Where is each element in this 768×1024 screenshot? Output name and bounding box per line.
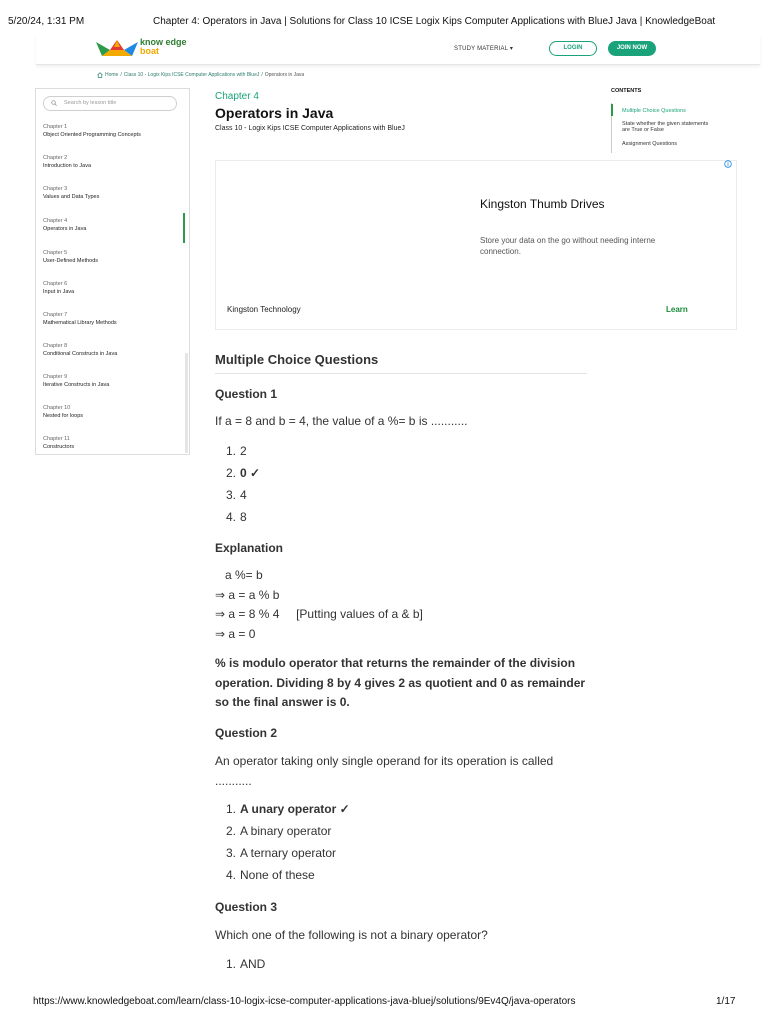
sidebar-item-number: Chapter 9 [43,374,68,380]
question-2-text: An operator taking only single operand for its operation is called ........... [215,754,554,788]
sidebar-item-number: Chapter 4 [43,218,68,224]
site-logo-text[interactable] [140,38,187,56]
explanation-note: % is modulo operator that returns the remainder of the division operation. Dividing 8 by 4 gives 2 as quotient and 0 as remainder so the final answer is 0. [215,656,586,709]
sidebar-item-chapter-3[interactable] [43,185,99,201]
option-number: 1. [226,802,237,816]
breadcrumb [97,72,304,78]
print-doc-title: Chapter 4: Operators in Java | Solutions for Class 10 ICSE Logix Kips Computer Applications with BlueJ Java | KnowledgeBoat [153,16,716,27]
sidebar-item-label: User-Defined Methods [43,258,99,264]
join-now-button[interactable]: JOIN NOW [608,41,656,56]
sidebar-item-chapter-7[interactable] [43,311,117,327]
sidebar-item-chapter-1[interactable] [43,123,141,139]
option-number: 4. [226,868,237,882]
question-3-heading: Question 3 [215,900,278,914]
sidebar-item-number: Chapter 5 [43,250,68,256]
contents-item-mcq[interactable]: Multiple Choice Questions [622,108,686,114]
option-text: A ternary operator [240,846,337,860]
question-1-text: If a = 8 and b = 4, the value of a %= b is ........... [215,414,468,428]
option-text: A binary operator [240,824,332,838]
sidebar-item-label: Object Oriented Programming Concepts [43,132,141,138]
option-number: 2. [226,466,237,480]
contents-heading: CONTENTS [611,88,642,94]
sidebar-item-label: Conditional Constructs in Java [43,351,118,357]
sidebar-item-number: Chapter 6 [43,281,68,287]
sidebar-item-number: Chapter 1 [43,124,68,130]
ad-info-icon[interactable] [724,160,732,168]
page-title: Operators in Java [215,105,334,121]
sidebar-scrollbar[interactable] [185,353,188,453]
print-page-number: 1/17 [716,996,736,1007]
question-3-text: Which one of the following is not a binary operator? [215,928,488,942]
sidebar-item-number: Chapter 3 [43,186,68,192]
question-1-heading: Question 1 [215,387,278,401]
option-text: AND [240,957,266,971]
sidebar-item-label: Operators in Java [43,226,87,232]
ad-cta-link[interactable]: Learn [666,305,688,314]
option-text: 2 [240,444,247,458]
ad-description: Store your data on the go without needing interne connection. [480,236,656,256]
section-heading: Multiple Choice Questions [215,352,379,367]
knowledgeboat-logo-icon[interactable] [96,38,138,58]
option-number: 3. [226,488,237,502]
ad-brand: Kingston Technology [227,305,301,314]
question-2-heading: Question 2 [215,726,278,740]
sidebar-item-number: Chapter 10 [43,405,71,411]
question-2-option-correct [226,802,350,816]
sidebar-item-chapter-9[interactable] [43,373,109,389]
sidebar-item-label: Input in Java [43,289,75,295]
sidebar-item-number: Chapter 7 [43,312,68,318]
sidebar-item-chapter-6[interactable] [43,280,74,296]
home-icon[interactable] [97,72,103,78]
sidebar-item-label: Iterative Constructs in Java [43,382,110,388]
sidebar-item-label: Values and Data Types [43,194,100,200]
sidebar-item-chapter-8[interactable] [43,342,117,358]
sidebar-item-chapter-4[interactable] [43,217,86,233]
search-icon [51,100,57,106]
question-2-option [226,868,315,882]
study-material-menu[interactable]: STUDY MATERIAL ▾ [454,46,514,52]
sidebar-item-chapter-11[interactable] [43,435,74,451]
sidebar-item-label: Introduction to Java [43,163,92,169]
sidebar-item-number: Chapter 2 [43,155,68,161]
explanation-line: ⇒ a = a % b [215,588,280,602]
question-2-option [226,846,336,860]
explanation-heading: Explanation [215,541,284,555]
option-number: 1. [226,444,237,458]
question-1-option [226,444,247,458]
sidebar-active-indicator [183,213,185,243]
chapter-label: Chapter 4 [215,91,259,102]
sidebar-item-label: Nested for loops [43,413,84,419]
option-text: 4 [240,488,247,502]
option-number: 2. [226,824,237,838]
explanation-line: a %= b [215,568,263,582]
breadcrumb-class[interactable]: Class 10 - Logix Kips ICSE Computer Applications with BlueJ [123,72,260,78]
sidebar-item-label: Mathematical Library Methods [43,320,117,326]
sidebar-item-number: Chapter 8 [43,343,68,349]
question-1-option [226,510,247,524]
sidebar-item-number: Chapter 11 [43,436,70,442]
search-input[interactable]: Search by lesson title [43,96,177,111]
print-url: https://www.knowledgeboat.com/learn/class-10-logix-icse-computer-applications-java-bluej/solutions/9Ev4Q/java-operators [33,996,576,1007]
breadcrumb-current: Operators in Java [264,72,305,78]
question-3-option [226,957,265,971]
option-number: 3. [226,846,237,860]
option-text: 0 ✓ [240,466,261,480]
option-number: 1. [226,957,237,971]
logo-line-2: boat [140,46,159,56]
breadcrumb-separator: / [261,72,263,78]
ad-title[interactable]: Kingston Thumb Drives [480,197,605,211]
option-number: 4. [226,510,237,524]
contents-item-assignment[interactable]: Assignment Questions [622,141,678,147]
question-1-option [226,488,247,502]
login-button[interactable]: LOGIN [549,41,597,56]
section-divider [215,373,587,374]
contents-item-true-false[interactable]: State whether the given statements are True or False [622,121,709,133]
option-text: A unary operator ✓ [240,802,350,816]
sidebar-item-label: Constructors [43,444,75,450]
breadcrumb-separator: / [120,72,122,78]
sidebar-item-chapter-2[interactable] [43,154,91,170]
option-text: 8 [240,510,247,524]
chapter-sidebar [35,88,190,455]
explanation-line: ⇒ a = 8 % 4 [Putting values of a & b] [215,607,423,621]
sidebar-item-chapter-10[interactable] [43,404,83,420]
contents-active-indicator [611,104,613,116]
page-subtitle: Class 10 - Logix Kips ICSE Computer Applications with BlueJ [215,125,405,132]
question-2-option [226,824,331,838]
option-text: None of these [240,868,315,882]
question-1-option-correct [226,466,260,480]
logo-line-1: know edge [140,37,187,47]
sidebar-item-chapter-5[interactable] [43,249,98,265]
explanation-line: ⇒ a = 0 [215,627,256,641]
print-datetime: 5/20/24, 1:31 PM [8,16,85,27]
breadcrumb-home[interactable]: Home [105,72,119,78]
